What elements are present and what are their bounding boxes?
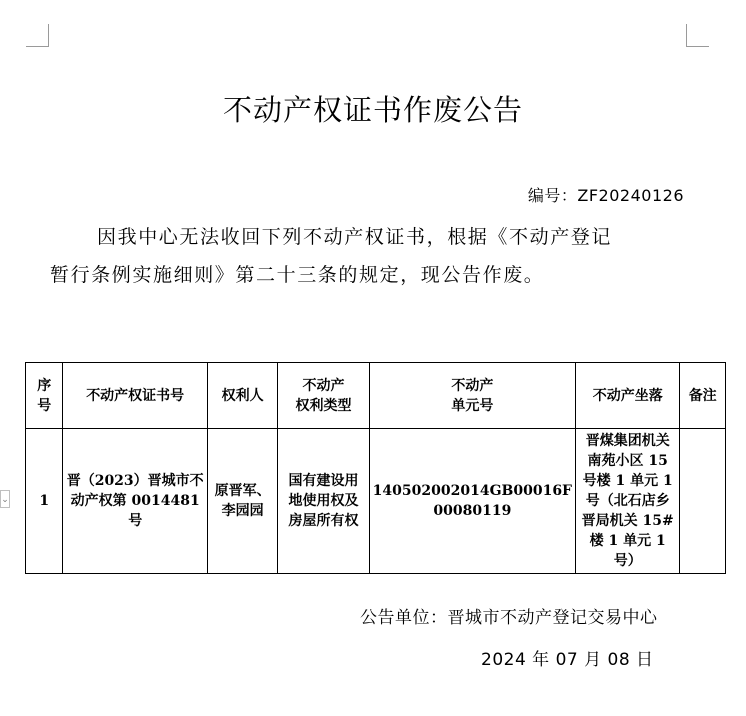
cell-location-line: 晋局机关 15# [581,513,674,529]
header-right-type-line: 权利类型 [295,397,352,414]
announcement-paragraph-line-2: 暂行条例实施细则》第二十三条的规定，现公告作废。 [50,264,545,286]
document-number-value: ZF20240126 [577,186,684,205]
cell-location-line: 号（北石店乡 [585,493,670,509]
header-seq [26,363,63,429]
chevron-down-icon[interactable]: ⌄ [0,490,10,508]
table-header-row [26,363,726,429]
header-seq-line: 号 [37,397,52,414]
cell-cert-no-line: 动产权第 0014481 号 [70,493,200,529]
issue-date: 2024 年 07 月 08 日 [481,650,654,670]
header-owner: 权利人 [208,363,278,429]
cell-unit-no-line: 00080119 [433,503,512,519]
issuing-unit: 公告单位：晋城市不动产登记交易中心 [360,608,658,628]
cell-cert-no [63,429,208,574]
document-number-label: 编号： [527,186,578,205]
cell-right-type-line: 国有建设用 [288,473,359,489]
cell-location-line: 晋煤集团机关 [585,433,670,449]
header-unit-no-line: 单元号 [451,397,494,414]
cell-cert-no-line: 晋（2023）晋城市不 [66,473,204,489]
document-number [528,183,684,206]
header-cert-no: 不动产权证书号 [63,363,208,429]
header-unit-no [369,363,575,429]
certificate-table [25,362,726,574]
cell-right-type [278,429,369,574]
cell-remark [680,429,726,574]
header-right-type-line: 不动产 [302,377,345,394]
cell-right-type-line: 地使用权及 [288,493,359,509]
announcement-paragraph-line-1: 因我中心无法收回下列不动产权证书，根据《不动产登记 [97,226,613,248]
header-remark: 备注 [680,363,726,429]
page-title: 不动产权证书作废公告 [222,93,523,127]
header-right-type [278,363,369,429]
table-row [26,429,726,574]
page-corner-mark-top-left [26,24,49,47]
cell-owner-line: 李园园 [221,503,264,519]
cell-unit-no-line: 140502002014GB00016F [372,483,573,499]
cell-location-line: 号楼 1 单元 1 [582,473,673,489]
cell-location-line: 楼 1 单元 1 号） [589,533,666,569]
header-unit-no-line: 不动产 [451,377,494,394]
cell-right-type-line: 房屋所有权 [288,513,359,529]
cell-location [576,429,680,574]
header-seq-line: 序 [37,377,52,394]
page-corner-mark-top-right [686,24,709,47]
cell-unit-no [369,429,575,574]
cell-owner [208,429,278,574]
cell-seq: 1 [26,429,63,574]
cell-owner-line: 原晋军、 [214,483,271,499]
header-location: 不动产坐落 [576,363,680,429]
cell-location-line: 南苑小区 15 [587,453,668,469]
